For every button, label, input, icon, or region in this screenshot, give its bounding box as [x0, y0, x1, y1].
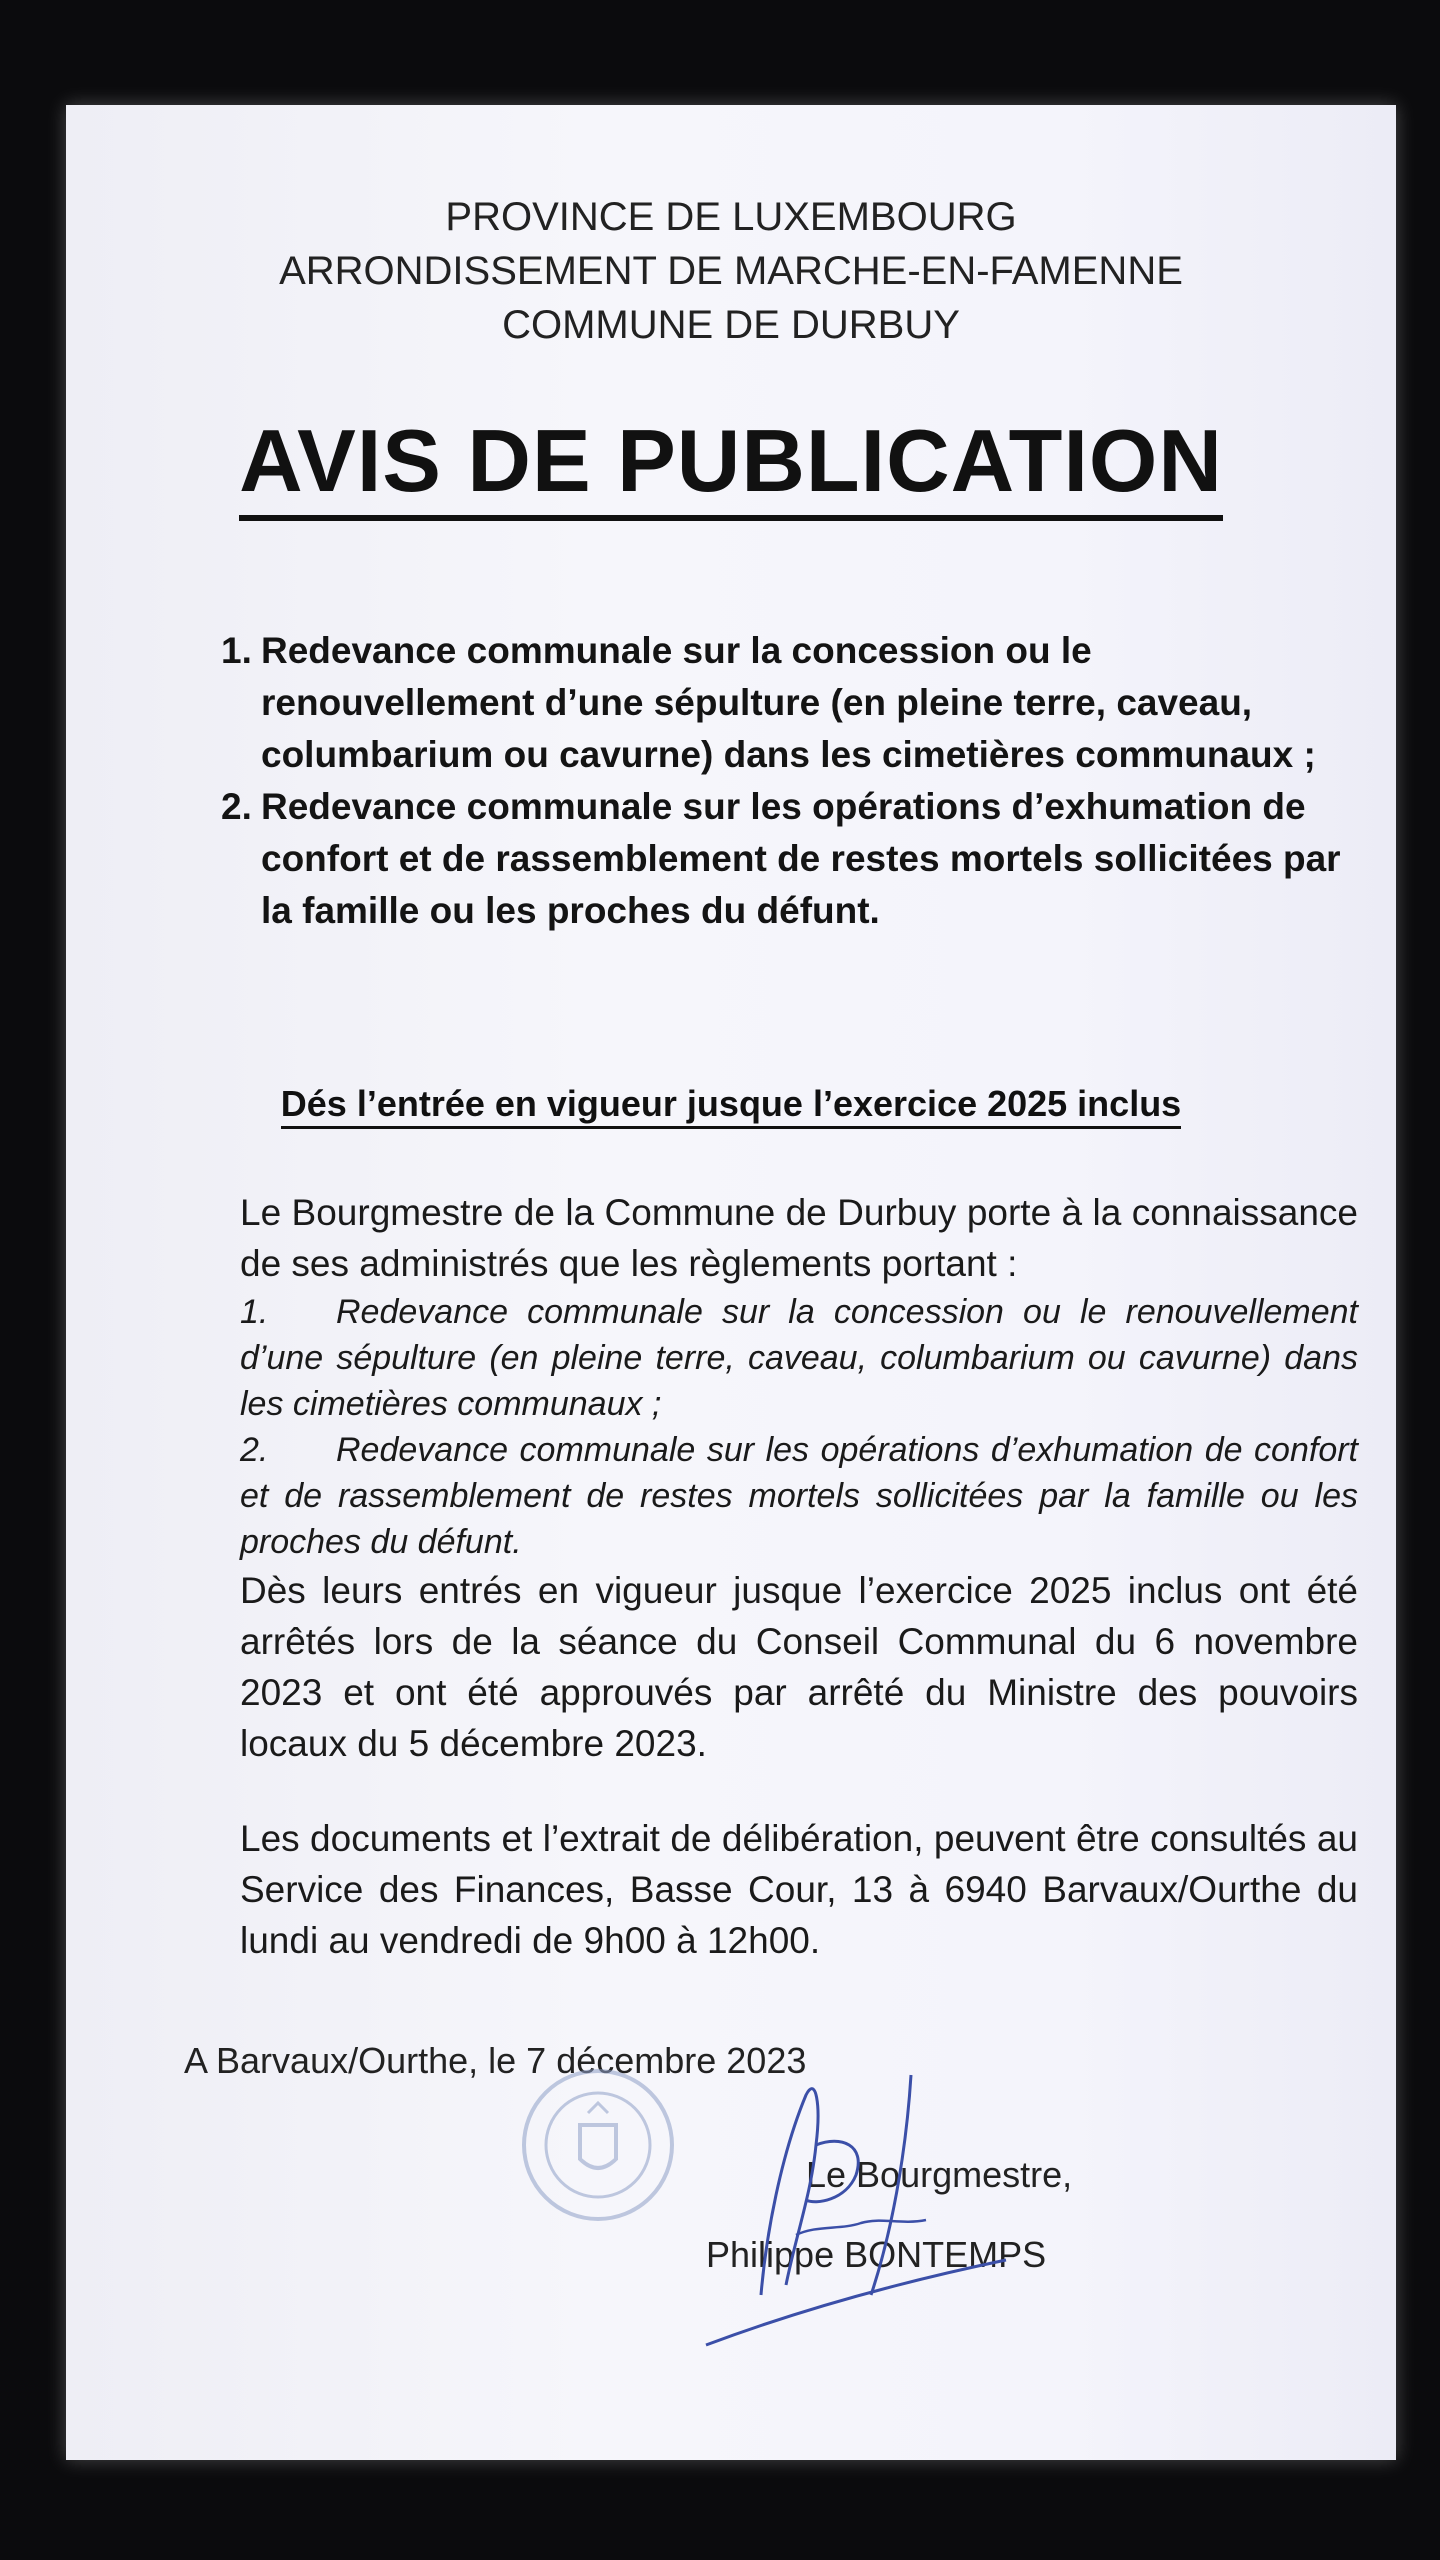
regulation-number: 1. — [221, 630, 252, 671]
place-and-date: A Barvaux/Ourthe, le 7 décembre 2023 — [184, 2040, 807, 2081]
paragraph-spacer — [240, 1769, 1358, 1813]
regulation-item — [221, 625, 1351, 781]
header-arrondissement: ARRONDISSEMENT DE MARCHE-EN-FAMENNE — [279, 249, 1183, 293]
regulation-list — [221, 625, 1351, 937]
regulation-number: 2. — [221, 786, 252, 827]
handwritten-signature — [666, 2035, 1046, 2365]
body-intro: Le Bourgmestre de la Commune de Durbuy porte à la connaissance de ses administrés que les règlements portant : — [240, 1192, 1358, 1284]
body-list-text: Redevance communale sur la concession ou le renouvellement d’une sépulture (en pleine terre, caveau, columbarium ou cavurne) dans les cimetières communaux ; — [240, 1293, 1358, 1423]
body-list-number: 1. — [240, 1293, 269, 1331]
validity-subtitle-wrap — [66, 1083, 1396, 1125]
administrative-header — [66, 190, 1396, 352]
regulation-item — [221, 781, 1351, 937]
body-list-item — [240, 1289, 1358, 1427]
notice-title: AVIS DE PUBLICATION — [239, 411, 1223, 521]
regulation-text: Redevance communale sur les opérations d’exhumation de confort et de rassemblement de restes mortels sollicitées par la famille ou les proches du défunt. — [261, 786, 1341, 931]
body-list-item — [240, 1427, 1358, 1565]
body-consultation: Les documents et l’extrait de délibération, peuvent être consultés au Service des Finances, Basse Cour, 13 à 6940 Barvaux/Ourthe du lundi au vendredi de 9h00 à 12h00. — [240, 1818, 1358, 1961]
notice-body — [240, 1187, 1358, 1966]
notice-sheet — [66, 105, 1396, 2460]
header-province: PROVINCE DE LUXEMBOURG — [445, 195, 1017, 239]
body-list-text: Redevance communale sur les opérations d’exhumation de confort et de rassemblement de restes mortels sollicitées par la famille ou les proches du défunt. — [240, 1431, 1358, 1561]
body-decision: Dès leurs entrés en vigueur jusque l’exercice 2025 inclus ont été arrêtés lors de la séance du Conseil Communal du 6 novembre 2023 et ont été approuvés par arrêté du Ministre des pouvoirs locaux du 5 décembre 2023. — [240, 1570, 1358, 1764]
header-commune: COMMUNE DE DURBUY — [502, 303, 960, 347]
signatory-title: Le Bourgmestre, — [806, 2154, 1073, 2195]
regulation-text: Redevance communale sur la concession ou le renouvellement d’une sépulture (en pleine terre, caveau, columbarium ou cavurne) dans les cimetières communaux ; — [261, 630, 1316, 775]
validity-subtitle: Dés l’entrée en vigueur jusque l’exercice 2025 inclus — [281, 1083, 1181, 1129]
notice-title-wrap — [66, 410, 1396, 521]
municipal-seal-icon — [518, 2065, 678, 2225]
body-list-number: 2. — [240, 1431, 269, 1469]
signatory-name: Philippe BONTEMPS — [706, 2234, 1047, 2275]
